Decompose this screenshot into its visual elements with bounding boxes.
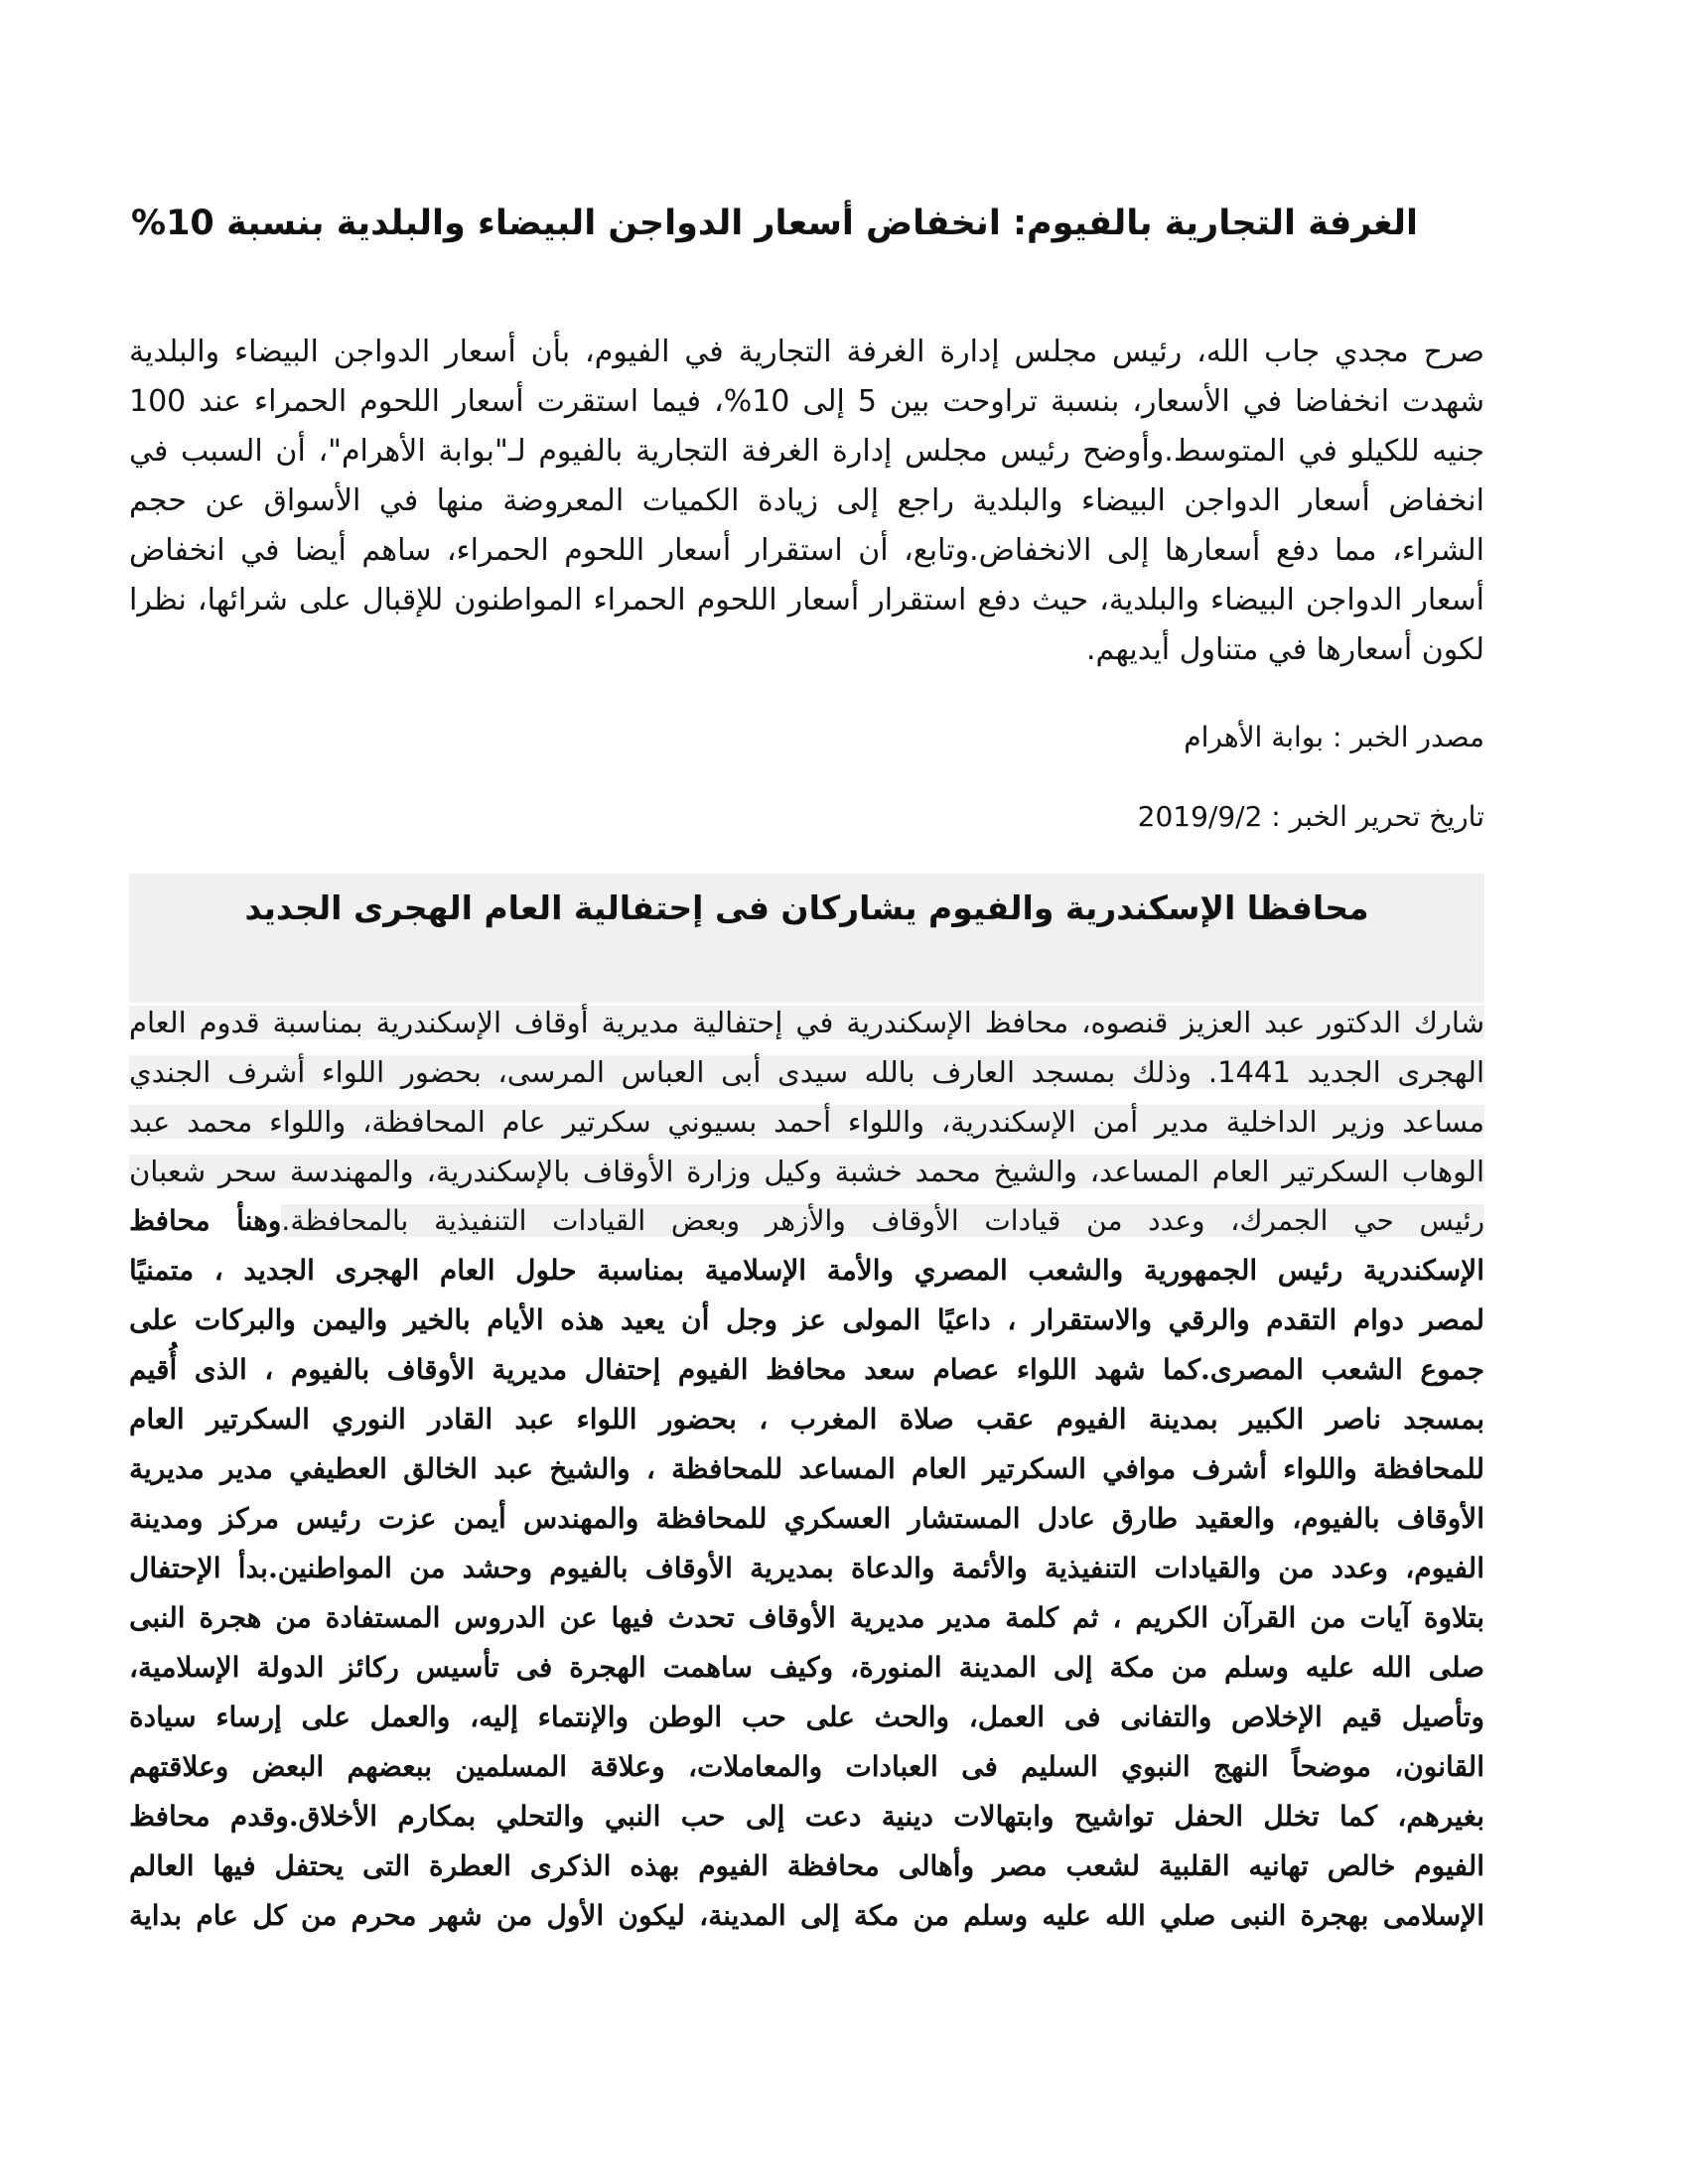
article-2-bold-line: الإسلامى بهجرة النبى صلي الله عليه وسلم من مكة إلى المدينة، ليكون الأول من شهر محرم من كل عام بداية (129, 1899, 1484, 1932)
article-1-line: الشراء، مما دفع أسعارها إلى الانخفاض.وتابع، أن استقرار أسعار اللحوم الحمراء، ساهم أيضا في انخفاض (129, 533, 1484, 568)
article-2-line (129, 1147, 1484, 1196)
article-2-bold-line: بمسجد ناصر الكبير بمدينة الفيوم عقب صلاة المغرب ، بحضور اللواء عبد القادر النوري السكرتير العام (129, 1403, 1484, 1435)
article-2-bold-line: للمحافظة واللواء أشرف موافي السكرتير العام المساعد للمحافظة ، والشيخ عبد الخالق العطيفي مدير مديرية (129, 1452, 1484, 1485)
article-2-bold-line: القانون، موضحاً النهج النبوي السليم فى العبادات والمعاملات، وعلاقة المسلمين ببعضهم البعض وعلاقتهم (129, 1750, 1484, 1783)
article-1-line: لكون أسعارها في متناول أيديهم. (1086, 632, 1484, 667)
article-2-line (129, 1097, 1484, 1147)
article-1-body (129, 328, 1484, 675)
article-2-line (129, 1047, 1484, 1097)
article-2-line-text: شارك الدكتور عبد العزيز قنصوه، محافظ الإسكندرية في إحتفالية مديرية أوقاف الإسكندرية بمناسبة قدوم العام (129, 1006, 1484, 1039)
article-1-line: انخفاض أسعار الدواجن البيضاء والبلدية راجع إلى زيادة الكميات المعروضة منها في الأسواق عن حجم (129, 483, 1484, 518)
news-date: تاريخ تحرير الخبر : 2019/9/2 (1137, 800, 1484, 833)
article-1-line: جنيه للكيلو في المتوسط.وأوضح رئيس مجلس إدارة الغرفة التجارية بالفيوم لـ"بوابة الأهرام"، أن السبب في (129, 434, 1484, 469)
article-2-mixed-line (129, 1196, 1484, 1246)
article-2-bold-line: لمصر دوام التقدم والرقي والاستقرار ، داعيًا المولى عز وجل أن يعيد هذه الأيام بالخير واليمن والبركات على (129, 1303, 1484, 1336)
article-2-bold-line: الأوقاف بالفيوم، والعقيد طارق عادل المستشار العسكري للمحافظة والمهندس أيمن عزت رئيس مركز ومدينة (129, 1502, 1484, 1535)
article-1-line: شهدت انخفاضا في الأسعار، بنسبة تراوحت بين 5 إلى 10%، فيما استقرت أسعار اللحوم الحمراء عند 100 (129, 384, 1484, 419)
article-2-bold-line: وتأصيل قيم الإخلاص والتفانى فى العمل، والحث على حب الوطن والإنتماء إليه، والعمل على إرساء سيادة (129, 1701, 1484, 1733)
article-2-bold-line: جموع الشعب المصرى.كما شهد اللواء عصام سعد محافظ الفيوم إحتفال مديرية الأوقاف بالفيوم ، الذى أُقيم (129, 1353, 1484, 1386)
article-2-bold-line: صلى الله عليه وسلم من مكة إلى المدينة المنورة، وكيف ساهمت الهجرة فى تأسيس ركائز الدولة الإسلامية، (129, 1651, 1484, 1684)
article-2-bold-line: بتلاوة آيات من القرآن الكريم ، ثم كلمة مدير مديرية الأوقاف تحدث فيها عن الدروس المستفادة من هجرة النبى (129, 1601, 1484, 1634)
article-2-mixed-plain: رئيس حي الجمرك، وعدد من قيادات الأوقاف والأزهر وبعض القيادات التنفيذية بالمحافظة. (281, 1204, 1484, 1237)
article-2-bold-line: الفيوم خالص تهانيه القلبية لشعب مصر وأهالى محافظة الفيوم بهذه الذكرى العطرة التى يحتفل فيها العالم (129, 1849, 1484, 1882)
news-source: مصدر الخبر : بوابة الأهرام (1184, 721, 1484, 753)
article-2-bold-line: بغيرهم، كما تخلل الحفل تواشيح وابتهالات دينية دعت إلى حب النبي والتحلي بمكارم الأخلاق.وقدم محافظ (129, 1800, 1484, 1833)
article-1-title: الغرفة التجارية بالفيوم: انخفاض أسعار الدواجن البيضاء والبلدية بنسبة 10% (131, 204, 1418, 243)
article-2-line-text: مساعد وزير الداخلية مدير أمن الإسكندرية، واللواء أحمد بسيوني سكرتير عام المحافظة، واللواء محمد عبد (129, 1105, 1484, 1139)
article-2-body-bold (129, 1196, 1484, 1941)
article-2-mixed-bold: وهنأ محافظ (129, 1204, 282, 1237)
article-2-line (129, 998, 1484, 1047)
article-2-body-plain (129, 998, 1484, 1196)
article-1-line: صرح مجدي جاب الله، رئيس مجلس إدارة الغرفة التجارية في الفيوم، بأن أسعار الدواجن البيضاء والبلدية (129, 335, 1484, 369)
article-2-line-text: الوهاب السكرتير العام المساعد، والشيخ محمد خشبة وكيل وزارة الأوقاف بالإسكندرية، والمهندسة سحر شعبان (129, 1155, 1484, 1188)
article-2-title: محافظا الإسكندرية والفيوم يشاركان فى إحتفالية العام الهجرى الجديد (244, 888, 1369, 927)
article-2-bold-line: الفيوم، وعدد من والقيادات التنفيذية والأئمة والدعاة بمديرية الأوقاف بالفيوم وحشد من المواطنين.بدأ الإحتفال (129, 1552, 1484, 1584)
article-1-line: أسعار الدواجن البيضاء والبلدية، حيث دفع استقرار أسعار اللحوم الحمراء المواطنون للإقبال على شرائها، نظرا (129, 583, 1484, 617)
article-2-bold-line: الإسكندرية رئيس الجمهورية والشعب المصري والأمة الإسلامية بمناسبة حلول العام الهجرى الجديد ، متمنيًا (129, 1254, 1484, 1287)
article-2-line-text: الهجرى الجديد 1441. وذلك بمسجد العارف بالله سيدى أبى العباس المرسى، بحضور اللواء أشرف الجندي (129, 1055, 1484, 1089)
